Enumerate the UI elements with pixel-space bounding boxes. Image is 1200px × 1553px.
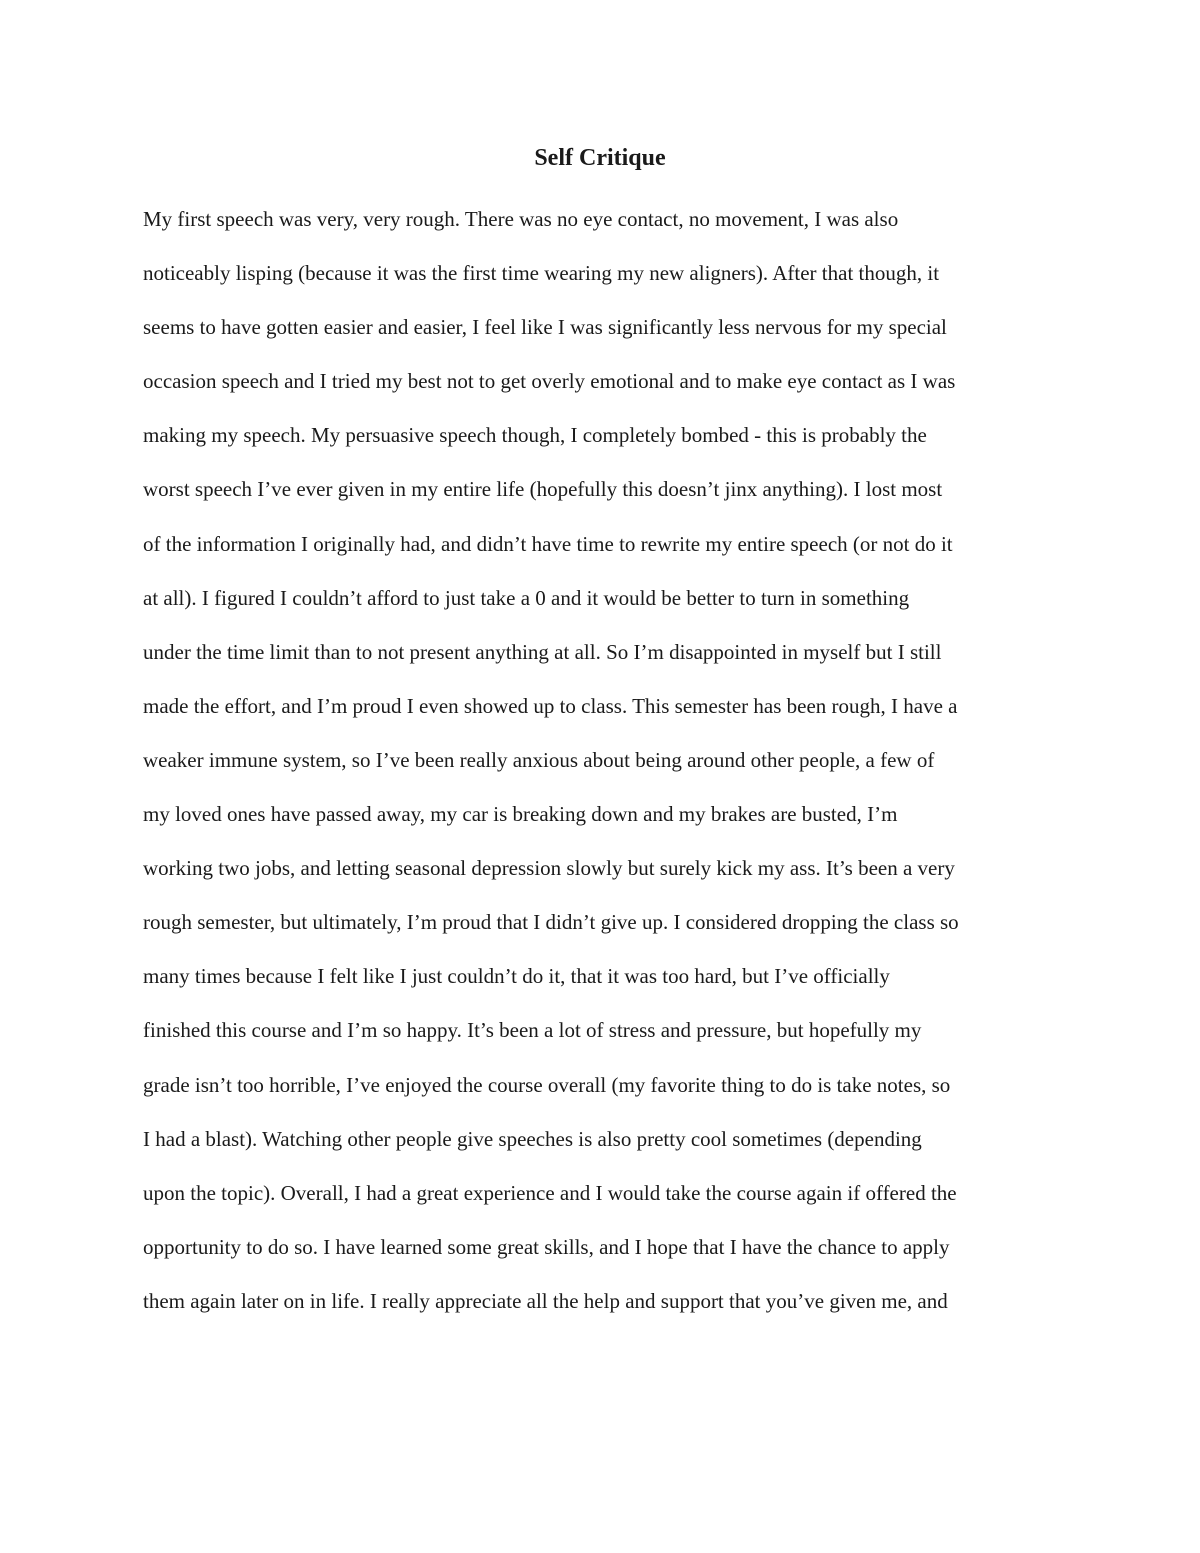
body-line: rough semester, but ultimately, I’m proud that I didn’t give up. I considered dropping the class so <box>143 910 959 935</box>
body-line: working two jobs, and letting seasonal depression slowly but surely kick my ass. It’s been a very <box>143 856 955 881</box>
body-line: grade isn’t too horrible, I’ve enjoyed the course overall (my favorite thing to do is take notes, so <box>143 1072 951 1097</box>
body-line: at all). I figured I couldn’t afford to just take a 0 and it would be better to turn in something <box>143 585 910 610</box>
body-line: seems to have gotten easier and easier, I feel like I was significantly less nervous for my special <box>143 315 947 340</box>
body-line: my loved ones have passed away, my car is breaking down and my brakes are busted, I’m <box>143 802 898 827</box>
body-line: making my speech. My persuasive speech though, I completely bombed - this is probably the <box>143 423 927 448</box>
body-line: made the effort, and I’m proud I even showed up to class. This semester has been rough, I have a <box>143 693 958 718</box>
body-line: finished this course and I’m so happy. It’s been a lot of stress and pressure, but hopefully my <box>143 1018 922 1043</box>
document-body <box>143 202 1083 1338</box>
body-line: of the information I originally had, and didn’t have time to rewrite my entire speech (or not do it <box>143 531 953 556</box>
body-line: worst speech I’ve ever given in my entire life (hopefully this doesn’t jinx anything). I lost most <box>143 477 943 502</box>
body-line: My first speech was very, very rough. There was no eye contact, no movement, I was also <box>143 207 899 231</box>
body-line: upon the topic). Overall, I had a great experience and I would take the course again if offered the <box>143 1180 957 1205</box>
body-line: I had a blast). Watching other people give speeches is also pretty cool sometimes (depending <box>143 1126 922 1151</box>
body-line: noticeably lisping (because it was the first time wearing my new aligners). After that though, it <box>143 261 940 286</box>
document-title: Self Critique <box>534 145 666 171</box>
body-line: many times because I felt like I just couldn’t do it, that it was too hard, but I’ve officially <box>143 964 890 989</box>
body-line: occasion speech and I tried my best not to get overly emotional and to make eye contact as I was <box>143 369 956 394</box>
body-line: under the time limit than to not present anything at all. So I’m disappointed in myself but I still <box>143 639 942 664</box>
body-line: them again later on in life. I really appreciate all the help and support that you’ve given me, and <box>143 1288 948 1313</box>
body-line: weaker immune system, so I’ve been really anxious about being around other people, a few of <box>143 747 935 772</box>
body-line: opportunity to do so. I have learned some great skills, and I hope that I have the chance to apply <box>143 1234 950 1259</box>
